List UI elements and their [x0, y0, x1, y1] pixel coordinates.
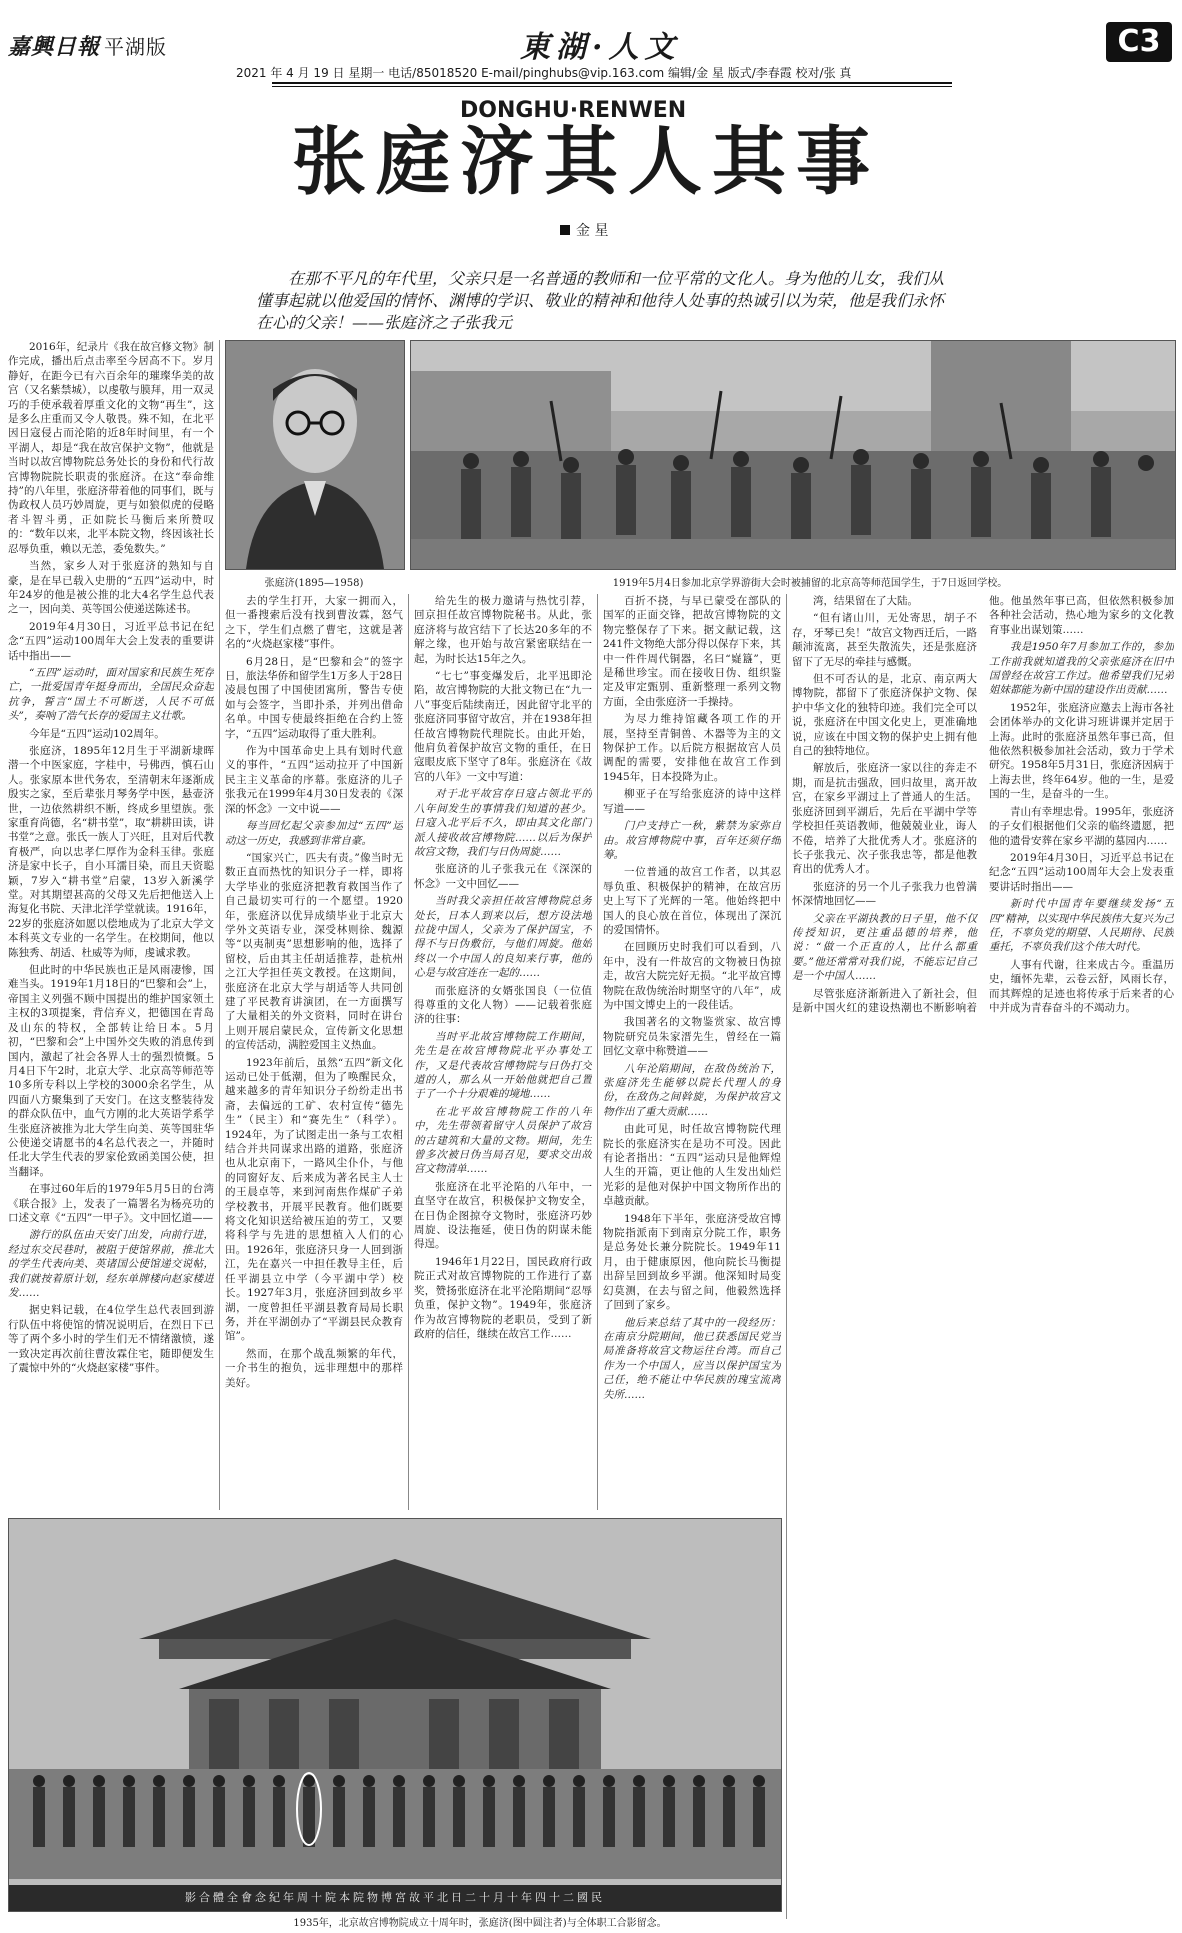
- article-column-2: 去的学生打开，大家一拥而入，但一番搜索后没有找到曹汝霖，怒气之下，学生们点燃了曹宅，这就是著名的“火烧赵家楼”事件。 6月28日，是“巴黎和会”的签字日，旅法华侨和留学生1万多人于28日凌晨包围了中国使团寓所，警告专使如与会签字，当即扑杀，并列出借命名单。中国专使最终拒绝在合约上签字，“五四”运动取得了重大胜利。 作为中国革命史上具有划时代意义的事件，“五四”运动拉开了中国新民主主义革命的序幕。张庭济的儿子张我元在1999年4月30日发表的《深深的怀念》一文中说—— 每当回忆起父亲参加过“五四”运动这一历史，我感到非常自豪。 “国家兴亡，匹夫有责。”像当时无数正直而热忱的知识分子一样，即将大学毕业的张庭济把教育救国当作了自己最切实可行的一个愿望。1920年，张庭济以优异成绩毕业于北京大学外文英语专业，深受林则徐、魏源等“以夷制夷”思想影响的他，选择了留校，后由其主任胡适推荐，赴杭州之江大学担任英文教授。在这期间，张庭济在北京大学与胡适等人共同创建了平民教育讲演团，在一方面撰写了大量相关的外文资料，同时在讲台上则开展启蒙民众，宣传新文化思想的宣传活动，满腔爱国主义热血。 1923年前后，虽然“五四”新文化运动已处于低潮，但为了唤醒民众，越来越多的青年知识分子纷纷走出书斋，去偏远的工矿、农村宣传“德先生”（民主）和“赛先生”（科学）。1924年，为了试图走出一条与工农相结合并共同谋求出路的道路，张庭济也从北京南下，一路风尘仆仆，与他的同窗好友、后来成为著名民主人士的王晨卓等，来到河南焦作煤矿子弟学校教书，开展平民教育。他们既要将文化知识送给被压迫的劳工，又要将科学与先进的思想植入人们的心田。1926年，张庭济只身一人回到浙江，先在嘉兴一中担任教导主任，后任平湖县立中学（今平湖中学）校长。1927年3月，张庭济回到故乡平湖，一度曾担任平湖县教育局局长职务，并在平湖创办了“平湖县民众教育馆”。 然而，在那个战乱频繁的年代，一介书生的抱负，远非理想中的那样美好。: [225, 595, 403, 1389]
- intro-quote: 在那不平凡的年代里，父亲只是一名普通的教师和一位平常的文化人。身为他的儿女，我们从懂事起就以他爱国的情怀、渊博的学识、敬业的精神和他待人处事的热诚引以为荣，他是我们永怀在心的父亲！——张庭济之子张我元: [256, 269, 945, 332]
- header-rule: [272, 82, 952, 84]
- portrait-figure: [226, 341, 404, 569]
- crowd-caption: 1919年5月4日参加北京学界游街大会时被捕留的北京高等师范国学生，于7日返回学校。: [612, 578, 1008, 589]
- byline: 金 星: [560, 220, 608, 240]
- article-column-1: 2016年，纪录片《我在故宫修文物》制作完成，播出后点击率至今居高不下。岁月静好，在距今已有六百余年的璀璨华美的故宫（又名紫禁城），以虔敬与膜拜，用一双灵巧的手使承载着厚重文化的文物“再生”，这是多么庄重而又令人敬畏。殊不知，在北平因日寇侵占而沦陷的近8年时间里，有一个平湖人，却是“我在故宫保护文物”，他就是当时以故宫博物院总务处长的身份和代行故宫博物院院长职责的张庭济。在这“奉命维持”的八年里，张庭济带着他的同事们，既与伪政权人员巧妙周旋，更与如狼似虎的侵略者斗智斗勇，正如院长马衡后来所赞叹的：“数年以来，北平本院文物，终因该社长忍辱负重，赖以无恙，委兔数失。” 当然，家乡人对于张庭济的熟知与自豪，是在早已载入史册的“五四”运动中，时年24岁的他是被公推的北大4名学生总代表之一，因向美、英等国公使递送陈述书。 2019年4月30日，习近平总书记在纪念“五四”运动100周年大会上发表的重要讲话中指出—— “五四”运动时，面对国家和民族生死存亡，一批爱国青年挺身而出，全国民众奋起抗争，誓言“国土不可断送，人民不可低头”，奏响了浩气长存的爱国主义壮歌。 今年是“五四”运动102周年。 张庭济，1895年12月生于平湖新埭晖潜一个中医家庭，字桂中，号佛西，慎石山人。张家原本世代务农，至清朝末年逐渐成殷实之家，至后辈张月琴务学中医，悬壶济世，一边依然耕织不断，终成乡里望族。张家重育尚德，名“耕书堂”，取“耕耕田读，讲书堂”之意。张氏一族人丁兴旺，且对后代教育极严，向以忠孝仁厚作为金科玉律。张庭济是家中长子，自小耳濡目染，而且天资聪颖，7岁入“耕书堂”启蒙，13岁入新溪学堂。对其期望甚高的父母又先后把他送入上海复化书院、天津北洋学堂就读。1916年，22岁的张庭济如愿以偿地成为了北京大学文本科英文专业的一名学生。在校期间，他以陈独秀、胡适、杜威等为师，虔诚求教。 但此时的中华民族也正是风雨凄惨，国难当头。1919年1月18日的“巴黎和会”上，帝国主义列强不顾中国提出的维护国家领土主权的3项提案，背信弃义，把德国在青岛及山东的特权，全部转让给日本。5月初，“巴黎和会”上中国外交失败的消息传到国内，激起了社会各界人士的强烈愤慨。5月4日下午2时，北京大学、北京高等师范等10多所专科以上学校的3000余名学生，从四面八方聚集到了天安门。在这支整装待发的群众队伍中，血气方刚的北大英语学系学生张庭济被推为北大学生向美、英等国驻华公使递交请愿书的4名总代表之一，并随时任北大学生代表的罗家伦致函美国公使，担当翻译。 在事过60年后的1979年5月5日的台湾《联合报》上，发表了一篇署名为杨亮功的口述文章《“五四”一甲子》。文中回忆道—— 游行的队伍由天安门出发，向前行进，经过东交民巷时，被阻于使馆界前，推北大的学生代表向美、英诸国公使馆递交说帖，我们就按着原计划，经东单牌楼向赵家楼进发…… 据史料记载，在4位学生总代表回到游行队伍中将使馆的情况说明后，在烈日下已等了两个多小时的学生们无不情绪激愤，遂一致决定再次前往曹汝霖住宅，随即便发生了震惊中外的“火烧赵家楼”事件。: [8, 341, 214, 1375]
- headline: 张庭济其人其事: [292, 119, 880, 205]
- article-column-4: 百折不挠，与早已蒙受在部队的国军的正面交锋，把故宫博物院的文物完整保存了下来。据文献记载，这241件文物绝大部分得以保存下来，其中一件件周代铜器，名曰“嶷簋”，更是稀世珍宝。而在接收日伪、组织鉴定及审定甄别、重新整理一系列文物方面，全由张庭济一手操持。 为尽力维持馆藏各项工作的开展，坚持至青铜兽、木器等为主的文物保护工作。以后院方根据故宫人员调配的需要，安排他在故宫工作到1945年，日本投降为止。 柳亚子在写给张庭济的诗中这样写道—— 门户支持亡一秋，紫禁为家弥自由。故宫博物院中事，百年还须仔细筹。 一位普通的故宫工作者，以其忍辱负重、积极保护的精神，在故宫历史上写下了光辉的一笔。他始终把中国人的良心放在首位，体现出了深沉的爱国情怀。 在回顾历史时我们可以看到，八年中，没有一件故宫的文物被日伪掠走，故宫大院完好无损。“北平故宫博物院在敌伪统治时期坚守的八年”，成为中国文博史上的一段佳话。 我国著名的文物鉴赏家、故宫博物院研究员朱家溍先生，曾经在一篇回忆文章中称赞道—— 八年沦陷期间，在敌伪统治下，张庭济先生能够以院长代理人的身份，在敌伪之间斡旋，为保护故宫文物作出了重大贡献…… 由此可见，时任故宫博物院代理院长的张庭济实在是功不可没。因此有论者指出：“五四”运动只是他辉煌人生的开篇，更让他的人生发出灿烂光彩的是他对保护中国文物所作出的卓越贡献。 1948年下半年，张庭济受故宫博物院指派南下到南京分院工作，职务是总务处长兼分院院长。1949年11月，由于健康原因，他向院长马衡提出辞呈回到故乡平湖。他深知时局变幻莫测，在去与留之间，他毅然选择了回到了家乡。 他后来总结了其中的一段经历：在南京分院期间，他已获悉国民党当局准备将故宫文物运往台湾。而自己作为一个中国人，应当以保护国宝为己任，绝不能让中华民族的瑰宝流离失所……: [603, 595, 781, 1401]
- crowd-scene: [411, 341, 1175, 569]
- group-scene: [9, 1519, 781, 1911]
- page-number-badge: C3: [1106, 22, 1172, 62]
- portrait-photo: [225, 340, 405, 570]
- article-column-3: 给先生的极力邀请与热忱引荐，回京担任故宫博物院秘书。从此，张庭济将与故宫结下了长达20多年的不解之缘，也开始与故宫紧密联结在一起，为时长达15年之久。 “七七”事变爆发后，北平迅即沦陷，故宫博物院的大批文物已在“九一八”事变后陆续南迁，因此留守北平的张庭济同事留守故宫，并在1938年担任故宫博物院代理院长。由此开始，他肩负着保护故宫文物的重任，在日寇眼皮底下坚守了8年。张庭济在《故宫的八年》一文中写道： 对于北平故宫存日寇占领北平的八年间发生的事情我们知道的甚少。日寇入北平后不久，即由其文化部门派人接收故宫博物院……以后为保护故宫文物，我们与日伪周旋…… 张庭济的儿子张我元在《深深的怀念》一文中回忆—— 当时我父亲担任故宫博物院总务处长，日本人到来以后，想方设法地拉拢中国人，父亲为了保护国宝，不得不与日伪敷衍，与他们周旋。他始终以一个中国人的良知来行事，他的心是与故宫连在一起的…… 而张庭济的女婿张国良（一位值得尊重的文化人物）——记载着张庭济的往事： 当时平北故宫博物院工作期间，先生是在故宫博物院北平办事处工作，又是代表故宫博物院与日伪打交道的人，那么从一开始他就把自己置于了一个十分艰难的境地…… 在北平故宫博物院工作的八年中，先生带领着留守人员保护了故宫的古建筑和大量的文物。期间，先生曾多次被日伪当局召见，要求交出故宫文物清单…… 张庭济在北平沦陷的八年中，一直坚守在故宫，积极保护文物安全，在日伪企图掠夺文物时，张庭济巧妙周旋、设法拖延，使日伪的阴谋未能得逞。 1946年1月22日，国民政府行政院正式对故宫博物院的工作进行了嘉奖，赞扬张庭济在北平沦陷期间“忍辱负重，保护文物”。1949年，张庭济作为故宫博物院的老职员，受到了新政府的信任，继续在故宫工作……: [414, 595, 592, 1340]
- crowd-photo: [410, 340, 1176, 570]
- column-title: 東湖·人文: [520, 30, 681, 65]
- header-rule-thin: [272, 86, 952, 87]
- portrait-caption: 张庭济(1895—1958): [264, 578, 364, 589]
- issue-info-line: 2021 年 4 月 19 日 星期一 电话/85018520 E-mail/pinghubs@vip.163.com 编辑/金 星 版式/李春霞 校对/张 真: [236, 66, 852, 80]
- byline-square-icon: [560, 225, 570, 235]
- column-divider: [219, 340, 220, 1510]
- article-column-5: 湾，结果留在了大陆。 “但有诸山川，无处寄思，胡子不存，牙琴已矣！”故宫文物西迁后，一路颠沛流离，甚至失散流失，还是张庭济留下了无尽的牵挂与感慨。 但不可否认的是，北京、南京两大博物院，都留下了张庭济保护文物、保护中华文化的独特印迹。我们完全可以说，张庭济在中国文化史上，更准确地说，应该在中国文物的保护史上拥有他自己的独特地位。 解放后，张庭济一家以往的奔走不期，而是抗击强敌，回归故里，离开故宫，在家乡平湖过上了普通人的生活。张庭济回到平湖后，先后在平湖中学等学校担任英语教师，他兢兢业业，诲人不倦，培养了大批优秀人才。张庭济的长子张我元、次子张我忠等，都是他教育出的优秀人才。 张庭济的另一个儿子张我力也曾满怀深情地回忆—— 父亲在平湖执教的日子里，他不仅传授知识，更注重品德的培养，他说：“做一个正直的人，比什么都重要。”他还常常对我们说，不能忘记自己是一个中国人…… 尽管张庭济渐新进入了新社会，但是新中国火红的建设热潮也不断影响着他。他虽然年事已高，但依然积极参加各种社会活动，热心地为家乡的文化教育事业出谋划策…… 我是1950年7月参加工作的，参加工作前我就知道我的父亲张庭济在旧中国曾经在故宫工作过。他希望我们兄弟姐妹都能为新中国的建设作出贡献…… 1952年，张庭济应邀去上海市各社会团体举办的文化讲习班讲课并定居于上海。此时的张庭济虽然年事已高，但他依然积极参加社会活动，致力于学术研究。1958年5月31日，张庭济因病于上海去世，终年64岁。他的一生，是爱国的一生，是奋斗的一生。 青山有幸埋忠骨。1995年，张庭济的子女们根据他们父亲的临终遗愿，把他的遗骨安葬在家乡平湖的墓园内…… 2019年4月30日，习近平总书记在纪念“五四”运动100周年大会上发表重要讲话时指出—— 新时代中国青年要继续发扬“五四”精神，以实现中华民族伟大复兴为己任，不辜负党的期望、人民期待、民族重托，不辜负我们这个伟大时代。 人事有代谢，往来成古今。重温历史，缅怀先辈，云卷云舒，风雨长存，而其辉煌的足迹也将传承于后来者的心中并成为青春奋斗的不竭动力。: [792, 595, 1174, 1014]
- newspaper-name: 嘉興日報 平湖版: [8, 34, 168, 60]
- edition-label: 平湖版: [104, 35, 168, 59]
- group-photo-banner: 影合體全會念紀年周十院本院物博宮故平北日二十月十年四十二國民: [9, 1885, 781, 1911]
- group-photo: [8, 1518, 782, 1912]
- column-divider: [408, 594, 409, 1510]
- column-divider: [786, 594, 787, 1919]
- column-pinyin: DONGHU·RENWEN: [460, 98, 687, 123]
- group-caption: 1935年，北京故宫博物院成立十周年时，张庭济(图中圆注者)与全体职工合影留念。: [293, 1918, 667, 1929]
- column-divider: [597, 594, 598, 1510]
